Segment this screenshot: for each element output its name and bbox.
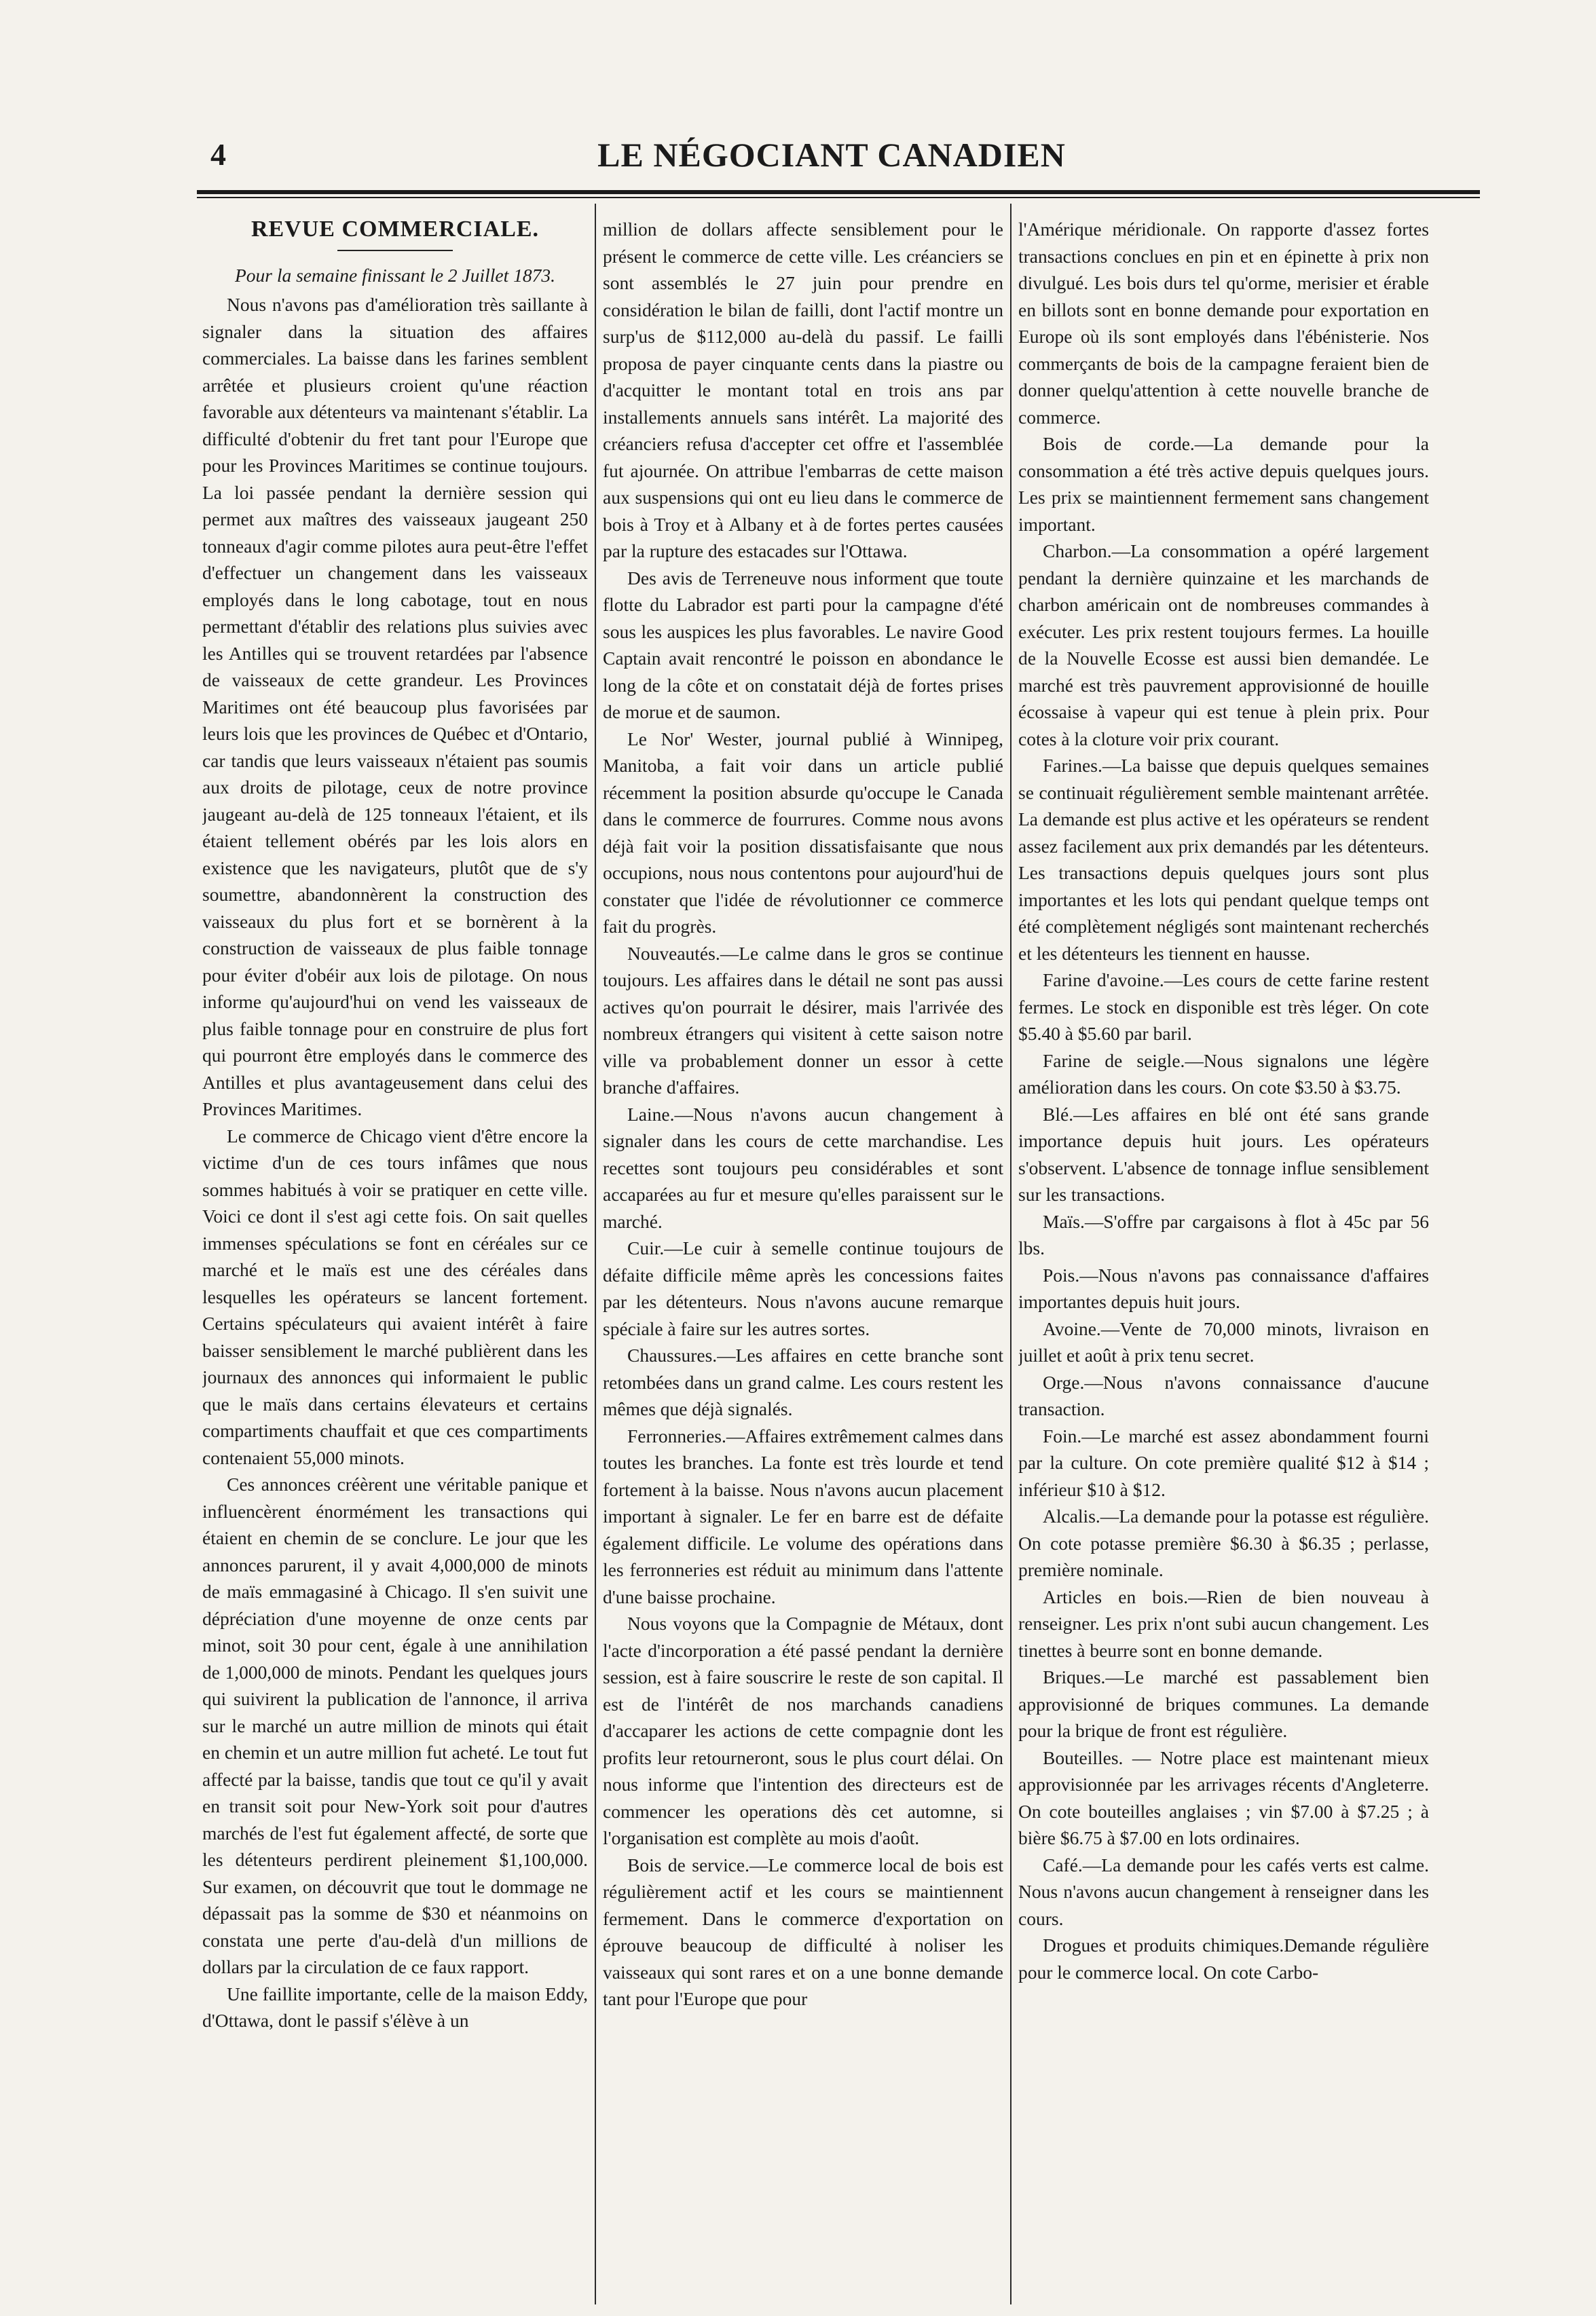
paragraph: Pois.—Nous n'avons pas connaissance d'affaires importantes depuis huit jours. <box>1018 1264 1429 1312</box>
paragraph: Ces annonces créèrent une véritable panique et influencèrent énormément les transactions qui étaient en chemin de se conclure. Le jour que les annonces parurent, il y avait 4,000,000 de minots de maïs emmagasiné à Chicago. Il s'en suivit une dépréciation d'une moyenne de onze cents par minot, soit 30 pour cent, égale à une annihilation de 1,000,000 de minots. Pendant les quelques jours qui suivirent la publication de l'annonce, il arriva sur le marché un autre million de minots qui était en chemin et un autre million fut acheté. Le tout fut affecté par la baisse, tandis que tout ce qu'il y avait en transit soit pour New-York soit pour d'autres marchés de l'est fut également affecté, de sorte que les détenteurs perdirent pleinement $1,100,000. Sur examen, on découvrit que tout le dommage ne dépassait pas la somme de $30 et néanmoins on constata une perte d'au-delà d'un millions de dollars par la circulation de ce faux rapport. <box>202 1474 588 1977</box>
paragraph: Laine.—Nous n'avons aucun changement à signaler dans les cours de cette marchandise. Les recettes sont toujours peu considérables et sont accaparées au fur et mesure qu'elles paraissent sur le marché. <box>603 1103 1003 1232</box>
column-2 <box>603 216 1003 2293</box>
paragraph: Bois de corde.—La demande pour la consommation a été très active depuis quelques jours. Les prix se maintiennent fermement sans changement important. <box>1018 433 1429 535</box>
column-1 <box>202 216 588 2293</box>
paragraph: Articles en bois.—Rien de bien nouveau à renseigner. Les prix n'ont subi aucun changement. Les tinettes à beurre sont en bonne demande. <box>1018 1586 1429 1661</box>
paragraph: Orge.—Nous n'avons connaissance d'aucune transaction. <box>1018 1371 1429 1419</box>
title-rule <box>337 250 453 251</box>
paragraph: Cuir.—Le cuir à semelle continue toujours de défaite difficile même après les concessions faites par les détenteurs. Nous n'avons aucune remarque spéciale à faire sur les autres sortes. <box>603 1237 1003 1339</box>
column-2-body <box>603 216 1003 2013</box>
paragraph: Foin.—Le marché est assez abondamment fourni par la culture. On cote première qualité $12 à $14 ; inférieur $10 à $12. <box>1018 1425 1429 1500</box>
paragraph: Alcalis.—La demande pour la potasse est régulière. On cote potasse première $6.30 à $6.35 ; perlasse, première nominale. <box>1018 1506 1429 1580</box>
paragraph: Nous n'avons pas d'amélioration très saillante à signaler dans la situation des affaires commerciales. La baisse dans les farines semblent arrêtée et plusieurs croient qu'une réaction favorable aux détenteurs va maintenant s'établir. La difficulté d'obtenir du fret tant pour l'Europe que pour les Provinces Maritimes se continue toujours. La loi passée pendant la dernière session qui permet aux maîtres des vaisseaux jaugeant 250 tonneaux d'agir comme pilotes aura peut-être l'effet d'effectuer un changement dans les vaisseaux employés dans le long cabotage, tout en nous permettant d'établir des relations plus suivies avec les Antilles qui se trouvent retardées par l'absence de vaisseaux de cette grandeur. Les Provinces Maritimes ont été beaucoup plus favorisées par leurs lois que les provinces de Québec et d'Ontario, car tandis que leurs vaisseaux n'étaient pas soumis aux droits de pilotage, ceux de notre province jaugeant au-delà de 125 tonneaux l'étaient, et ils étaient tellement obérés par les lois alors en existence que les navigateurs, plutôt que de s'y soumettre, abandonnèrent la construction des vaisseaux du plus fort et se bornèrent à la construction de vaisseaux de plus faible tonnage pour éviter d'obéir aux lois de pilotage. On nous informe qu'aujourd'hui on vend les vaisseaux de plus faible tonnage pour en construire de plus fort qui pourront être employés dans le commerce des Antilles et plus avantageusement dans celui des Provinces Maritimes. <box>202 294 588 1119</box>
column-3-body <box>1018 216 1429 1985</box>
paragraph: Avoine.—Vente de 70,000 minots, livraison en juillet et août à prix tenu secret. <box>1018 1318 1429 1366</box>
paragraph: Le Nor' Wester, journal publié à Winnipeg, Manitoba, a fait voir dans un article publié récemment la position absurde qu'occupe le Canada dans le commerce de fourrures. Comme nous avons déjà fait voir la position dissatisfaisante que nous occupions, nous nous contentons pour aujourd'hui de constater que l'idée de révolutionner ce commerce fait du progrès. <box>603 728 1003 937</box>
paragraph: million de dollars affecte sensiblement pour le présent le commerce de cette ville. Les créanciers se sont assemblés le 27 juin pour prendre en considération le bilan de failli, dont l'actif montre un surp'us de $112,000 au-delà du passif. Le failli proposa de payer cinquante cents dans la piastre ou d'acquitter le montant total en trois ans par installements annuels sans intérêt. La majorité des créanciers refusa d'accepter cet offre et l'assemblée fut ajournée. On attribue l'embarras de cette maison aux suspensions qui ont eu lieu dans le commerce de bois à Troy et à Albany et à de fortes pertes causées par la rupture des estacades sur l'Ottawa. <box>603 219 1003 561</box>
column-divider <box>595 204 596 2304</box>
paragraph: l'Amérique méridionale. On rapporte d'assez fortes transactions conclues en pin et en épinette à prix non divulgué. Les bois durs tel qu'orme, merisier et érable en billots sont en bonne demande pour exportation en Europe où ils sont employés dans l'ébénisterie. Nos commerçants de bois de la campagne feraient bien de donner quelqu'attention à cette nouvelle branche de commerce. <box>1018 219 1429 428</box>
paragraph: Des avis de Terreneuve nous informent que toute flotte du Labrador est parti pour la campagne d'été sous les auspices les plus favorables. Le navire Good Captain avait rencontré le poisson en abondance le long de la côte et on constatait déjà de fortes prises de morue et de saumon. <box>603 567 1003 722</box>
paragraph: Bois de service.—Le commerce local de bois est régulièrement actif et les cours se maintiennent fermement. Dans le commerce d'exportation on éprouve beaucoup de difficulté à noliser les vaisseaux qui sont rares et on a une bonne demande tant pour l'Europe que pour <box>603 1854 1003 2009</box>
paragraph: Bouteilles. — Notre place est maintenant mieux approvisionnée par les arrivages récents d'Angleterre. On cote bouteilles anglaises ; vin $7.00 à $7.25 ; à bière $6.75 à $7.00 en lots ordinaires. <box>1018 1747 1429 1848</box>
masthead-title: LE NÉGOCIANT CANADIEN <box>597 136 1066 174</box>
column-1-body <box>202 291 588 2034</box>
page-header <box>197 132 1466 180</box>
paragraph: Nouveautés.—Le calme dans le gros se continue toujours. Les affaires dans le détail ne sont pas aussi actives qu'on pourrait le désirer, mais l'arrivée des nombreux étrangers qui visitent à cette saison notre ville va probablement donner un essor à cette branche d'affaires. <box>603 942 1003 1098</box>
column-divider <box>1010 204 1012 2304</box>
header-rule-thin <box>197 197 1480 198</box>
paragraph: Chaussures.—Les affaires en cette branche sont retombées dans un grand calme. Les cours restent les mêmes que déjà signalés. <box>603 1345 1003 1419</box>
paragraph: Maïs.—S'offre par cargaisons à flot à 45c par 56 lbs. <box>1018 1210 1429 1258</box>
header-rule <box>197 190 1480 194</box>
paragraph: Ferronneries.—Affaires extrêmement calmes dans toutes les branches. La fonte est très lourde et tend fortement à la baisse. Nous n'avons aucun placement important à signaler. Le fer en barre est de défaite également difficile. Le volume des opérations dans les ferronneries est réduit au minimum dans l'attente d'une baisse prochaine. <box>603 1425 1003 1607</box>
paragraph: Farine d'avoine.—Les cours de cette farine restent fermes. Le stock en disponible est très léger. On cote $5.40 à $5.60 par baril. <box>1018 969 1429 1044</box>
paragraph: Café.—La demande pour les cafés verts est calme. Nous n'avons aucun changement à renseigner dans les cours. <box>1018 1854 1429 1929</box>
paragraph: Nous voyons que la Compagnie de Métaux, dont l'acte d'incorporation a été passé pendant la dernière session, est à faire souscrire le reste de son capital. Il est de l'intérêt de nos marchands canadiens d'accaparer les actions de cette compagnie dont les profits leur retourneront, sous le plus court délai. On nous informe que l'intention des directeurs est de commencer les operations dès cet automne, si l'organisation est complète au mois d'août. <box>603 1613 1003 1848</box>
paragraph: Le commerce de Chicago vient d'être encore la victime d'un de ces tours infâmes que nous sommes habitués à voir se pratiquer en cette ville. Voici ce dont il s'est agi cette fois. On sait quelles immenses spéculations se font en céréales sur ce marché et le maïs est une des céréales dans lesquelles les opérateurs se lancent fortement. Certains spéculateurs qui avaient intérêt à faire baisser sensiblement le marché publièrent dans les journaux des annonces qui informaient le public que le maïs dans certains élevateurs et certains compartiments chauffait et que ces compartiments contenaient 55,000 minots. <box>202 1125 588 1468</box>
paragraph: Briques.—Le marché est passablement bien approvisionné de briques communes. La demande pour la brique de front est régulière. <box>1018 1666 1429 1741</box>
column-3 <box>1018 216 1429 2293</box>
dateline: Pour la semaine finissant le 2 Juillet 1873. <box>234 264 556 286</box>
paragraph: Une faillite importante, celle de la maison Eddy, d'Ottawa, dont le passif s'élève à un <box>202 1983 588 2031</box>
paragraph: Charbon.—La consommation a opéré largement pendant la dernière quinzaine et les marchands de charbon américain ont de nombreuses commandes à exécuter. Les prix restent toujours fermes. La houille de la Nouvelle Ecosse est aussi bien demandée. Le marché est très pauvrement approvisionné de houille écossaise à vapeur qui est tenue à plein prix. Pour cotes à la cloture voir prix courant. <box>1018 540 1429 749</box>
paragraph: Drogues et produits chimiques.Demande régulière pour le commerce local. On cote Carbo- <box>1018 1935 1429 1983</box>
section-title: REVUE COMMERCIALE. <box>250 217 540 242</box>
page-number: 4 <box>210 137 226 172</box>
paragraph: Farine de seigle.—Nous signalons une légère amélioration dans les cours. On cote $3.50 à $3.75. <box>1018 1049 1429 1098</box>
paragraph: Farines.—La baisse que depuis quelques semaines se continuait régulièrement semble maintenant arrêtée. La demande est plus active et les opérateurs se rendent assez facilement aux prix demandés par les détenteurs. Les transactions depuis quelques jours sont plus importantes et les lots qui pendant quelque temps ont été complètement négligés sont maintenant recherchés et les détenteurs les tiennent en hausse. <box>1018 755 1429 964</box>
paragraph: Blé.—Les affaires en blé ont été sans grande importance depuis huit jours. Les opérateurs s'observent. L'absence de tonnage influe sensiblement sur les transactions. <box>1018 1103 1429 1205</box>
